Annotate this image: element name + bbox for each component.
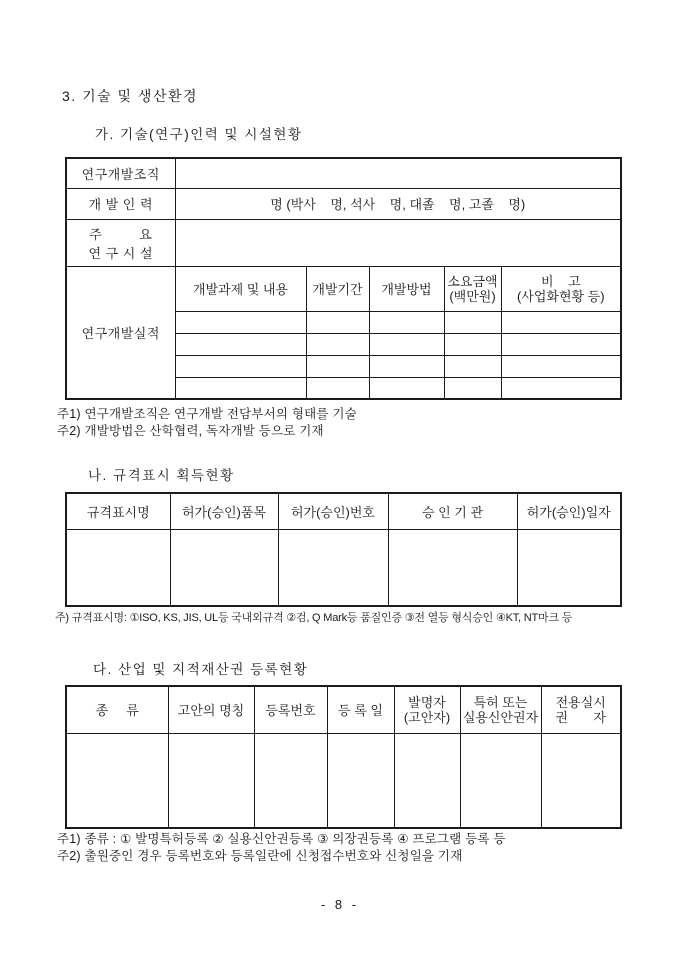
dev-personnel-label: 개 발 인 력 — [66, 188, 175, 219]
blank-cell — [66, 733, 168, 828]
header-dev-period: 개발기간 — [306, 266, 369, 311]
rnd-personnel-facility-table — [65, 157, 622, 400]
blank-cell — [444, 377, 501, 399]
blank-cell — [394, 733, 460, 828]
blank-cell — [66, 529, 170, 606]
blank-cell — [175, 355, 306, 377]
blank-cell — [460, 733, 541, 828]
section-b-note: 주) 규격표시명: ①ISO, KS, JIS, UL등 국내외규격 ②검, Q Mark등 품질인증 ③전 열등 형식승인 ④KT, NT마크 등 — [55, 612, 573, 624]
header-registration-date: 등 록 일 — [327, 686, 394, 733]
blank-cell — [175, 377, 306, 399]
header-approved-item: 허가(승인)품목 — [170, 493, 278, 529]
table-header-row — [66, 686, 621, 733]
facility-value-cell — [175, 219, 621, 266]
table-header-row — [66, 493, 621, 529]
rnd-org-label: 연구개발조직 — [66, 158, 175, 188]
page-title: 3. 기술 및 생산환경 — [62, 88, 199, 104]
blank-cell — [369, 355, 444, 377]
header-required-amount: 소요금액 (백만원) — [444, 266, 501, 311]
dev-personnel-value-cell: 명 (박사 명, 석사 명, 대졸 명, 고졸 명) — [175, 188, 621, 219]
section-a-heading: 가. 기술(연구)인력 및 시설현황 — [95, 127, 303, 142]
section-c-note-1: 주1) 종류 : ① 발명특허등록 ② 실용신안권등록 ③ 의장권등록 ④ 프로그램 등록 등 — [57, 832, 506, 846]
blank-cell — [306, 333, 369, 355]
table-row — [66, 188, 621, 219]
blank-cell — [517, 529, 621, 606]
header-approval-date: 허가(승인)일자 — [517, 493, 621, 529]
facility-label — [66, 219, 175, 266]
blank-cell — [175, 311, 306, 333]
rnd-org-value-cell — [175, 158, 621, 188]
blank-cell — [501, 333, 621, 355]
blank-cell — [170, 529, 278, 606]
section-a-note-1: 주1) 연구개발조직은 연구개발 전담부서의 형태를 기술 — [57, 407, 357, 421]
blank-cell — [369, 311, 444, 333]
header-design-name: 고안의 명칭 — [168, 686, 254, 733]
facility-label-line1: 주 요 — [89, 226, 153, 242]
standard-mark-table — [65, 492, 622, 607]
table-row — [66, 266, 621, 311]
blank-cell — [501, 311, 621, 333]
table-row — [66, 158, 621, 188]
blank-cell — [168, 733, 254, 828]
blank-cell — [306, 311, 369, 333]
facility-label-line2: 연 구 시 설 — [88, 245, 154, 261]
blank-cell — [444, 355, 501, 377]
blank-cell — [306, 355, 369, 377]
blank-cell — [541, 733, 621, 828]
header-patent-holder: 특허 또는 실용신안권자 — [460, 686, 541, 733]
blank-cell — [501, 355, 621, 377]
blank-cell — [501, 377, 621, 399]
blank-cell — [444, 333, 501, 355]
blank-cell — [278, 529, 388, 606]
header-approval-agency: 승 인 기 관 — [388, 493, 517, 529]
header-registration-number: 등록번호 — [254, 686, 327, 733]
blank-cell — [306, 377, 369, 399]
blank-cell — [444, 311, 501, 333]
header-approval-number: 허가(승인)번호 — [278, 493, 388, 529]
page-number: - 8 - — [320, 897, 360, 912]
blank-cell — [327, 733, 394, 828]
rnd-results-label: 연구개발실적 — [66, 266, 175, 399]
blank-cell — [369, 377, 444, 399]
header-inventor: 발명자 (고안자) — [394, 686, 460, 733]
section-c-note-2: 주2) 출원중인 경우 등록번호와 등록일란에 신청접수번호와 신청일을 기재 — [57, 849, 463, 863]
table-row — [66, 529, 621, 606]
section-b-heading: 나. 규격표시 획득현황 — [88, 468, 235, 483]
table-row — [66, 219, 621, 266]
table-row — [66, 733, 621, 828]
section-c-heading: 다. 산업 및 지적재산권 등록현황 — [93, 662, 309, 677]
blank-cell — [388, 529, 517, 606]
blank-cell — [369, 333, 444, 355]
header-remarks: 비 고 (사업화현황 등) — [501, 266, 621, 311]
header-standard-name: 규격표시명 — [66, 493, 170, 529]
header-dev-method: 개발방법 — [369, 266, 444, 311]
blank-cell — [175, 333, 306, 355]
header-exclusive-licensee: 전용실시 권 자 — [541, 686, 621, 733]
header-dev-task: 개발과제 및 내용 — [175, 266, 306, 311]
section-a-note-2: 주2) 개발방법은 산학협력, 독자개발 등으로 기재 — [57, 424, 324, 438]
header-kind: 종 류 — [66, 686, 168, 733]
blank-cell — [254, 733, 327, 828]
ip-registration-table — [65, 685, 622, 829]
